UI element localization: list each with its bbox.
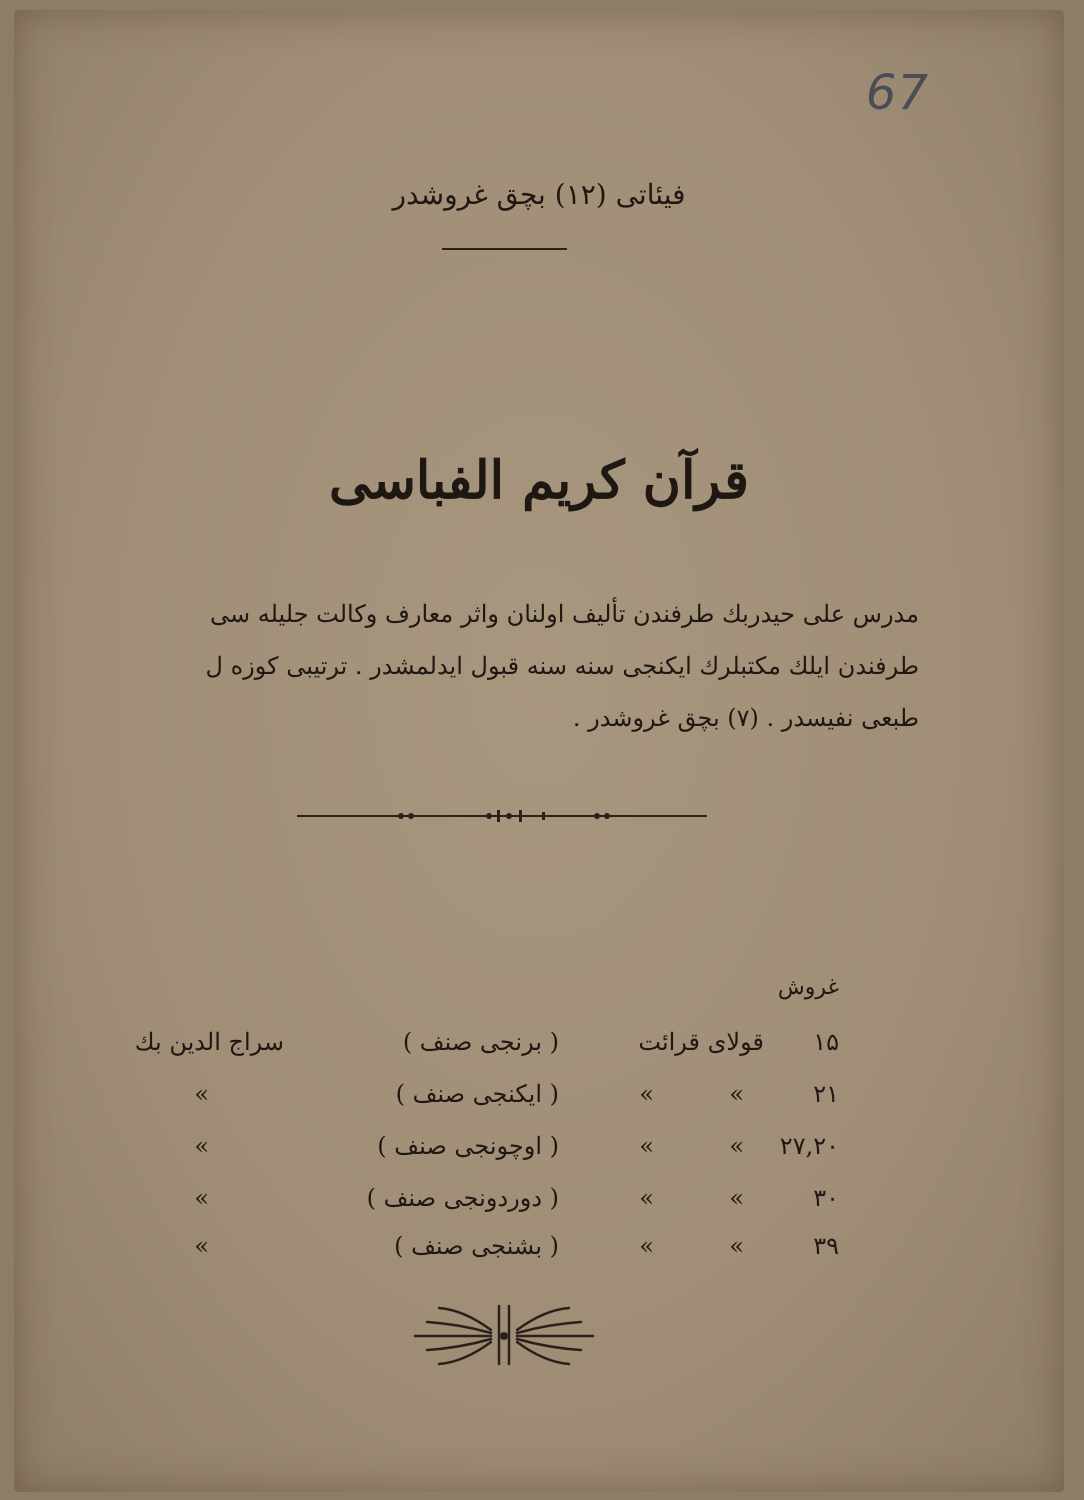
book-cover-page bbox=[14, 10, 1064, 1492]
currency-unit-label: غروش bbox=[777, 975, 839, 1000]
divider-ornament-icon bbox=[297, 806, 707, 826]
book-name: » bbox=[729, 1232, 744, 1260]
description-line: مدرس علی حیدربك طرفندن تألیف اولنان واثر معارف وکالت جلیله سی bbox=[209, 600, 919, 628]
book-class: ( برنجی صنف ) bbox=[402, 1028, 559, 1056]
description-line: طرفندن ایلك مکتبلرك ایکنجی سنه سنه قبول ایدلمشدر . ترتیبی کوزه ل bbox=[205, 652, 919, 680]
book-name: قولای قرائت bbox=[638, 1028, 764, 1056]
ditto-mark: » bbox=[639, 1184, 654, 1212]
book-price: ۲۱ bbox=[813, 1080, 839, 1108]
short-divider bbox=[442, 248, 567, 250]
book-class: ( دوردونجی صنف ) bbox=[366, 1184, 559, 1212]
book-name: » bbox=[729, 1184, 744, 1212]
list-item bbox=[14, 1080, 1064, 1120]
book-author: » bbox=[194, 1184, 209, 1212]
book-author: » bbox=[194, 1232, 209, 1260]
book-name: » bbox=[729, 1080, 744, 1108]
list-item bbox=[14, 1028, 1064, 1068]
book-author: سراج الدین بك bbox=[134, 1028, 284, 1056]
description-line: طبعی نفیسدر . (۷) بچق غروشدر . bbox=[572, 704, 919, 732]
book-price: ۱۵ bbox=[813, 1028, 839, 1056]
list-item bbox=[14, 1184, 1064, 1224]
flourish-ornament-icon bbox=[409, 1300, 599, 1370]
book-price: ۲۷,۲۰ bbox=[779, 1132, 839, 1160]
book-author: » bbox=[194, 1080, 209, 1108]
list-item bbox=[14, 1132, 1064, 1172]
ditto-mark: » bbox=[639, 1232, 654, 1260]
book-class: ( بشنجی صنف ) bbox=[394, 1232, 559, 1260]
book-price: ۳۰ bbox=[813, 1184, 839, 1212]
shelfmark-number: 67 bbox=[865, 65, 929, 121]
ditto-mark: » bbox=[639, 1132, 654, 1160]
price-line: فیئاتی (۱۲) بچق غروشدر bbox=[392, 178, 686, 211]
book-class: ( ایکنجی صنف ) bbox=[395, 1080, 559, 1108]
book-class: ( اوچونجی صنف ) bbox=[377, 1132, 559, 1160]
book-author: » bbox=[194, 1132, 209, 1160]
page-title: قرآن کریم الفباسی bbox=[329, 450, 749, 511]
description-paragraph bbox=[104, 588, 919, 744]
book-name: » bbox=[729, 1132, 744, 1160]
ditto-mark: » bbox=[639, 1080, 654, 1108]
list-item bbox=[14, 1232, 1064, 1272]
book-price: ۳۹ bbox=[813, 1232, 839, 1260]
